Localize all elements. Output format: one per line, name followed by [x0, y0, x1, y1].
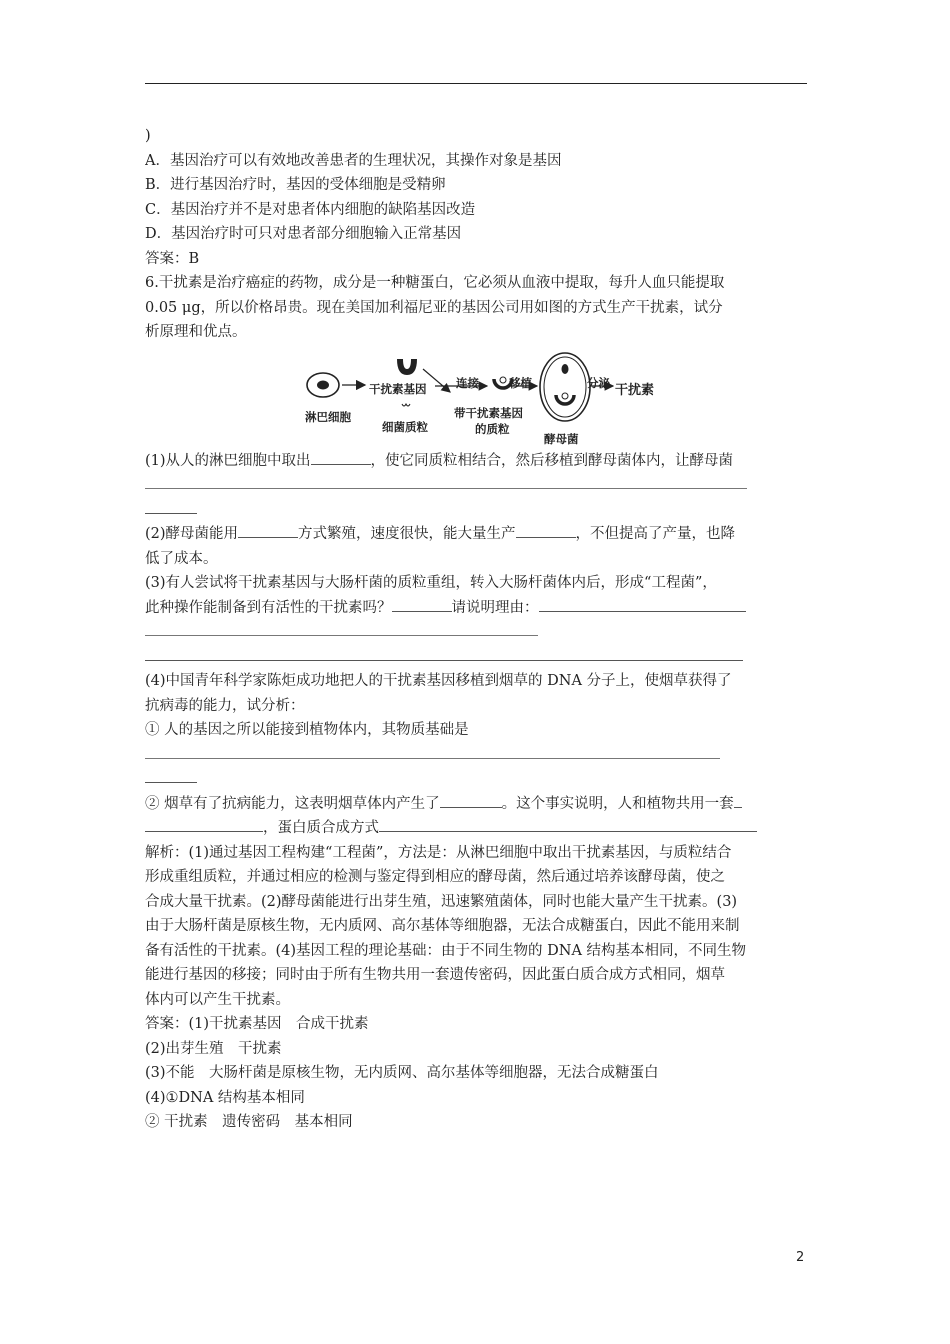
q6-part2-line-2: 低了成本。 — [145, 550, 218, 567]
q6-part4-line-2: 抗病毒的能力，试分析： — [145, 697, 305, 714]
answer-line-1b — [145, 498, 807, 523]
q6-stem-line-2: 0.05 μg，所以价格昂贵。现在美国加利福尼亚的基因公司用如图的方式生产干扰素，试分 — [145, 299, 723, 316]
blank-1-1 — [311, 449, 371, 465]
answer-line-4b — [145, 767, 807, 792]
q6-part2-line: (2)酵母菌能用 方式繁殖，速度很快，能大量生产 ，不但提高了产量，也降 — [145, 522, 807, 547]
q6-part4-line: (4)中国青年科学家陈炬成功地把人的干扰素基因移植到烟草的 DNA 分子上，使烟草获得了 — [145, 673, 732, 689]
label-transplant: 移植 — [509, 375, 532, 390]
q6-stem-line-1: 6.干扰素是治疗癌症的药物，成分是一种糖蛋白，它必须从血液中提取，每升人血只能提取 — [145, 275, 725, 291]
yeast-cell-icon — [540, 353, 590, 421]
option-a: A．基因治疗可以有效地改善患者的生理状况，其操作对象是基因 — [145, 152, 562, 169]
q5-answer: 答案：B — [145, 250, 200, 267]
closing-paren: ) — [145, 128, 151, 144]
answer-line: ② 干扰素 遗传密码 基本相同 — [145, 1114, 353, 1130]
analysis-line: 解析：(1)通过基因工程构建“工程菌”，方法是：从淋巴细胞中取出干扰素基因，与质粒结合 — [145, 844, 732, 861]
option-c: C．基因治疗并不是对患者体内细胞的缺陷基因改造 — [145, 201, 476, 218]
interferon-production-diagram — [145, 349, 807, 447]
gene-fragment-icon — [397, 359, 417, 375]
lymphocyte-icon — [307, 373, 339, 397]
answer-line: 答案：(1)干扰素基因 合成干扰素 — [145, 1016, 369, 1032]
answer-line: (2)出芽生殖 干扰素 — [145, 1040, 282, 1057]
q6-part4-sub2-line-2: ，蛋白质合成方式 — [145, 816, 807, 841]
label-interferon-gene: 干扰素基因 — [369, 381, 427, 396]
analysis-line: 能进行基因的移接；同时由于所有生物共用一套遗传密码，因此蛋白质合成方式相同，烟草 — [145, 967, 725, 983]
label-yeast: 酵母菌 — [544, 431, 579, 446]
q6-part3-line: (3)有人尝试将干扰素基因与大肠杆菌的质粒重组，转入大肠杆菌体内后，形成“工程菌”， — [145, 575, 717, 591]
answer-line-4a — [145, 743, 807, 768]
label-product-interferon: 干扰素 — [615, 382, 655, 398]
q6-part1-line: (1)从人的淋巴细胞中取出 ，使它同质粒相结合，然后移植到酵母菌体内，让酵母菌 — [145, 449, 807, 474]
document-body — [145, 124, 807, 1135]
option-d: D．基因治疗时可只对患者部分细胞输入正常基因 — [145, 226, 462, 242]
answer-line-1a — [145, 473, 807, 498]
answer-line-3a — [145, 620, 807, 645]
answer-line-3b — [145, 645, 807, 670]
label-bacterial-plasmid: 细菌质粒 — [382, 419, 428, 434]
answer-line: (4)①DNA 结构基本相同 — [145, 1089, 305, 1106]
answer-line: (3)不能 大肠杆菌是原核生物，无内质网、高尔基体等细胞器，无法合成糖蛋白 — [145, 1065, 659, 1081]
analysis-line: 形成重组质粒，并通过相应的检测与鉴定得到相应的酵母菌，然后通过培养该酵母菌，使之 — [145, 869, 725, 885]
header-rule — [145, 83, 807, 84]
label-secrete: 分泌 — [587, 375, 610, 390]
arrow-gene-to-connect — [423, 369, 450, 392]
page-number: 2 — [796, 1250, 805, 1265]
analysis-line: 由于大肠杆菌是原核生物，无内质网、高尔基体等细胞器，无法合成糖蛋白，因此不能用来制 — [145, 918, 740, 934]
label-recombinant-2: 的质粒 — [475, 421, 510, 436]
plasmid-cut-icon — [402, 404, 410, 406]
label-connect: 连接 — [456, 375, 479, 390]
label-lymphocyte: 淋巴细胞 — [305, 409, 351, 424]
analysis-line: 体内可以产生干扰素。 — [145, 991, 290, 1008]
q6-part4-sub2: ② 烟草有了抗病能力，这表明烟草体内产生了 。这个事实说明，人和植物共用一套 — [145, 792, 807, 817]
label-recombinant-1: 带干扰素基因 — [454, 405, 523, 420]
q6-part4-sub1: ① 人的基因之所以能接到植物体内，其物质基础是 — [145, 722, 469, 738]
option-b: B．进行基因治疗时，基因的受体细胞是受精卵 — [145, 177, 446, 193]
analysis-line: 合成大量干扰素。(2)酵母菌能进行出芽生殖，迅速繁殖菌体，同时也能大量产生干扰素。(3) — [145, 893, 738, 910]
analysis-line: 备有活性的干扰素。(4)基因工程的理论基础：由于不同生物的 DNA 结构基本相同，不同生物 — [145, 942, 747, 959]
q6-stem-line-3: 析原理和优点。 — [145, 324, 247, 340]
q6-part3-line-2: 此种操作能制备到有活性的干扰素吗？ 请说明理由： — [145, 596, 807, 621]
